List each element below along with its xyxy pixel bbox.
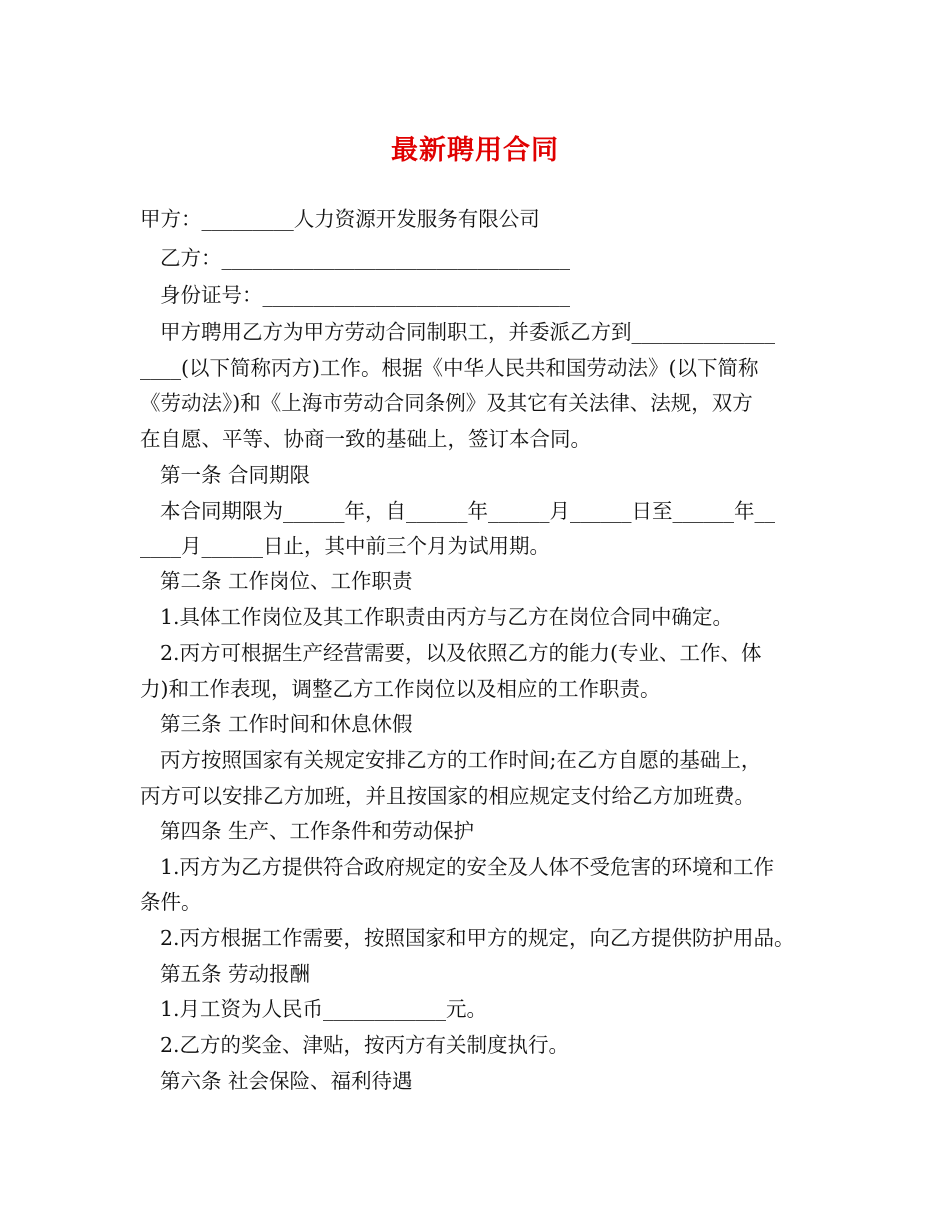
text-line: 条件。 [140, 890, 202, 914]
text-line: 丙方可以安排乙方加班，并且按国家的相应规定支付给乙方加班费。 [140, 784, 755, 808]
text-line: 甲方聘用乙方为甲方劳动合同制职工，并委派乙方到______________ [160, 320, 775, 344]
document-title: 最新聘用合同 [391, 135, 559, 166]
text-line: 丙方按照国家有关规定安排乙方的工作时间;在乙方自愿的基础上， [160, 748, 762, 772]
text-line: 2.丙方可根据生产经营需要，以及依照乙方的能力(专业、工作、体 [160, 641, 762, 665]
text-line: 1.月工资为人民币____________元。 [160, 997, 488, 1021]
party-b-line: 乙方：__________________________________ [160, 246, 570, 270]
party-a-line: 甲方：_________人力资源开发服务有限公司 [140, 207, 540, 231]
text-line: 1.丙方为乙方提供符合政府规定的安全及人体不受危害的环境和工作 [160, 855, 775, 879]
article-heading: 第三条 工作时间和休息休假 [160, 712, 413, 736]
text-line: 2.丙方根据工作需要，按照国家和甲方的规定，向乙方提供防护用品。 [160, 926, 795, 950]
text-line: 《劳动法》)和《上海市劳动合同条例》及其它有关法律、法规，双方 [140, 391, 753, 415]
article-heading: 第二条 工作岗位、工作职责 [160, 569, 413, 593]
text-line: 2.乙方的奖金、津贴，按丙方有关制度执行。 [160, 1033, 570, 1057]
article-heading: 第六条 社会保险、福利待遇 [160, 1069, 413, 1093]
article-heading: 第四条 生产、工作条件和劳动保护 [160, 819, 475, 843]
text-line: 1.具体工作岗位及其工作职责由丙方与乙方在岗位合同中确定。 [160, 605, 734, 629]
text-line: ____月______日止，其中前三个月为试用期。 [140, 534, 550, 558]
article-heading: 第五条 劳动报酬 [160, 962, 311, 986]
text-line: 力)和工作表现，调整乙方工作岗位以及相应的工作职责。 [140, 677, 661, 701]
text-line: 在自愿、平等、协商一致的基础上，签订本合同。 [140, 427, 591, 451]
article-heading: 第一条 合同期限 [160, 463, 311, 487]
id-number-line: 身份证号：______________________________ [160, 283, 570, 307]
text-line: ____(以下简称丙方)工作。根据《中华人民共和国劳动法》(以下简称 [140, 356, 759, 380]
text-line: 本合同期限为______年，自______年______月______日至______年__ [160, 499, 775, 523]
